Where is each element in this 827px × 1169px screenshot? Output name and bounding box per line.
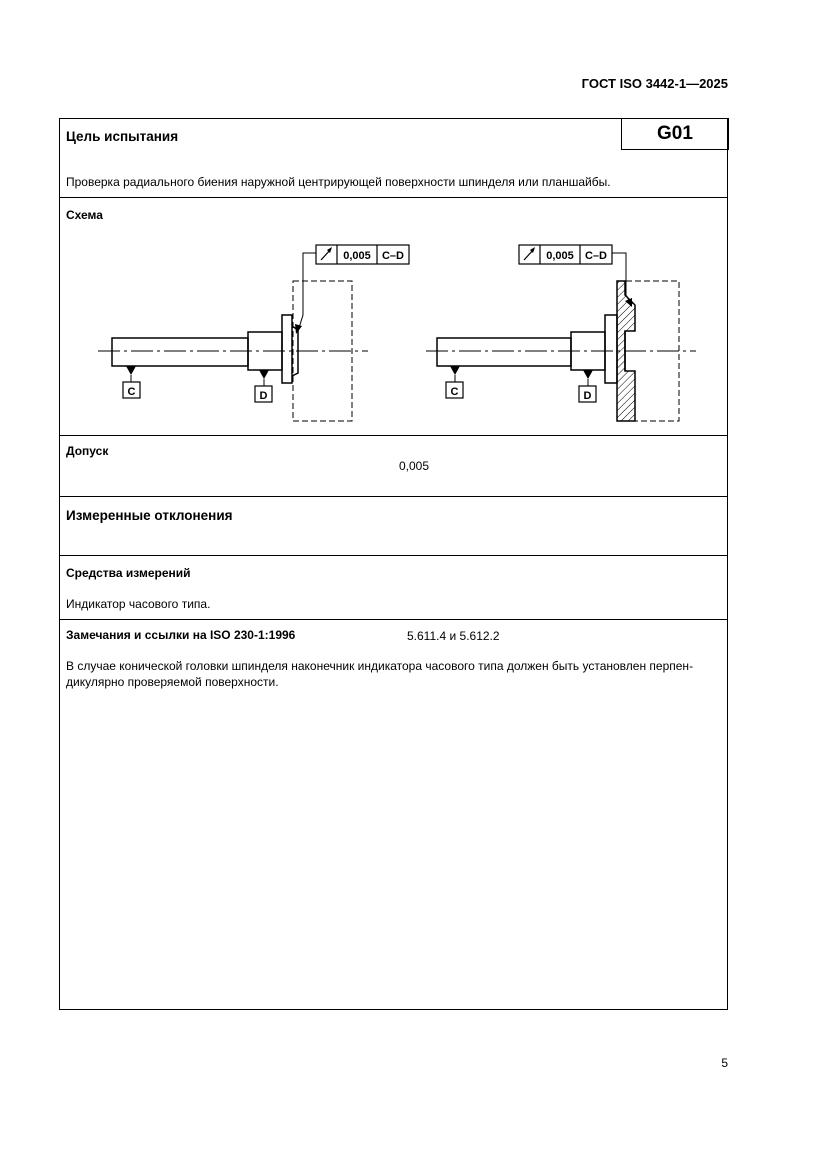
datum-triangle-c [126, 366, 136, 375]
objective-label: Цель испытания [66, 129, 179, 144]
tolerance-datum-right: C–D [584, 250, 608, 262]
instruments-label: Средства измерений [66, 566, 191, 580]
document-standard-number: ГОСТ ISO 3442-1—2025 [581, 76, 728, 91]
datum-triangle-d [583, 370, 593, 379]
faceplate-drawing-right [426, 245, 696, 421]
spindle-shaft [112, 338, 248, 366]
page-number: 5 [721, 1056, 728, 1070]
spindle-shaft [437, 338, 571, 366]
section-divider [60, 555, 727, 556]
spindle-drawing-left [98, 245, 409, 421]
section-divider [60, 619, 727, 620]
tolerance-value-left: 0,005 [343, 250, 371, 262]
spindle-flange [605, 315, 617, 383]
tolerance-value-right: 0,005 [546, 250, 574, 262]
notes-text-line-2: дикулярно проверяемой поверхности. [66, 675, 279, 689]
schema-diagram [60, 119, 729, 439]
measured-deviations-label: Измеренные отклонения [66, 508, 233, 523]
tolerance-frame-right [519, 245, 612, 264]
section-divider [60, 496, 727, 497]
section-divider [60, 435, 727, 436]
schema-label: Схема [66, 208, 103, 222]
tolerance-datum-left: C–D [381, 250, 405, 262]
datum-triangle-c [450, 366, 460, 375]
leader-line [298, 253, 316, 331]
test-code: G01 [657, 123, 693, 144]
datum-triangle-d [259, 370, 269, 379]
datum-d-label: D [259, 390, 268, 402]
datum-c-label: C [127, 386, 136, 398]
notes-label: Замечания и ссылки на ISO 230-1:1996 [66, 628, 296, 642]
test-sheet-frame [59, 118, 728, 1010]
datum-c-label: C [450, 386, 459, 398]
notes-references: 5.611.4 и 5.612.2 [407, 629, 500, 643]
datum-d-label: D [583, 390, 592, 402]
objective-text: Проверка радиального биения наружной центрирующей поверхности шпинделя или планшайбы. [66, 175, 611, 189]
notes-text-line-1: В случае конической головки шпинделя наконечник индикатора часового типа должен быть установлен перпен- [66, 659, 694, 673]
spindle-flange [282, 315, 292, 383]
instruments-text: Индикатор часового типа. [66, 597, 211, 611]
tolerance-value: 0,005 [399, 459, 430, 473]
tolerance-label: Допуск [66, 444, 109, 458]
tolerance-frame-left [316, 245, 409, 264]
